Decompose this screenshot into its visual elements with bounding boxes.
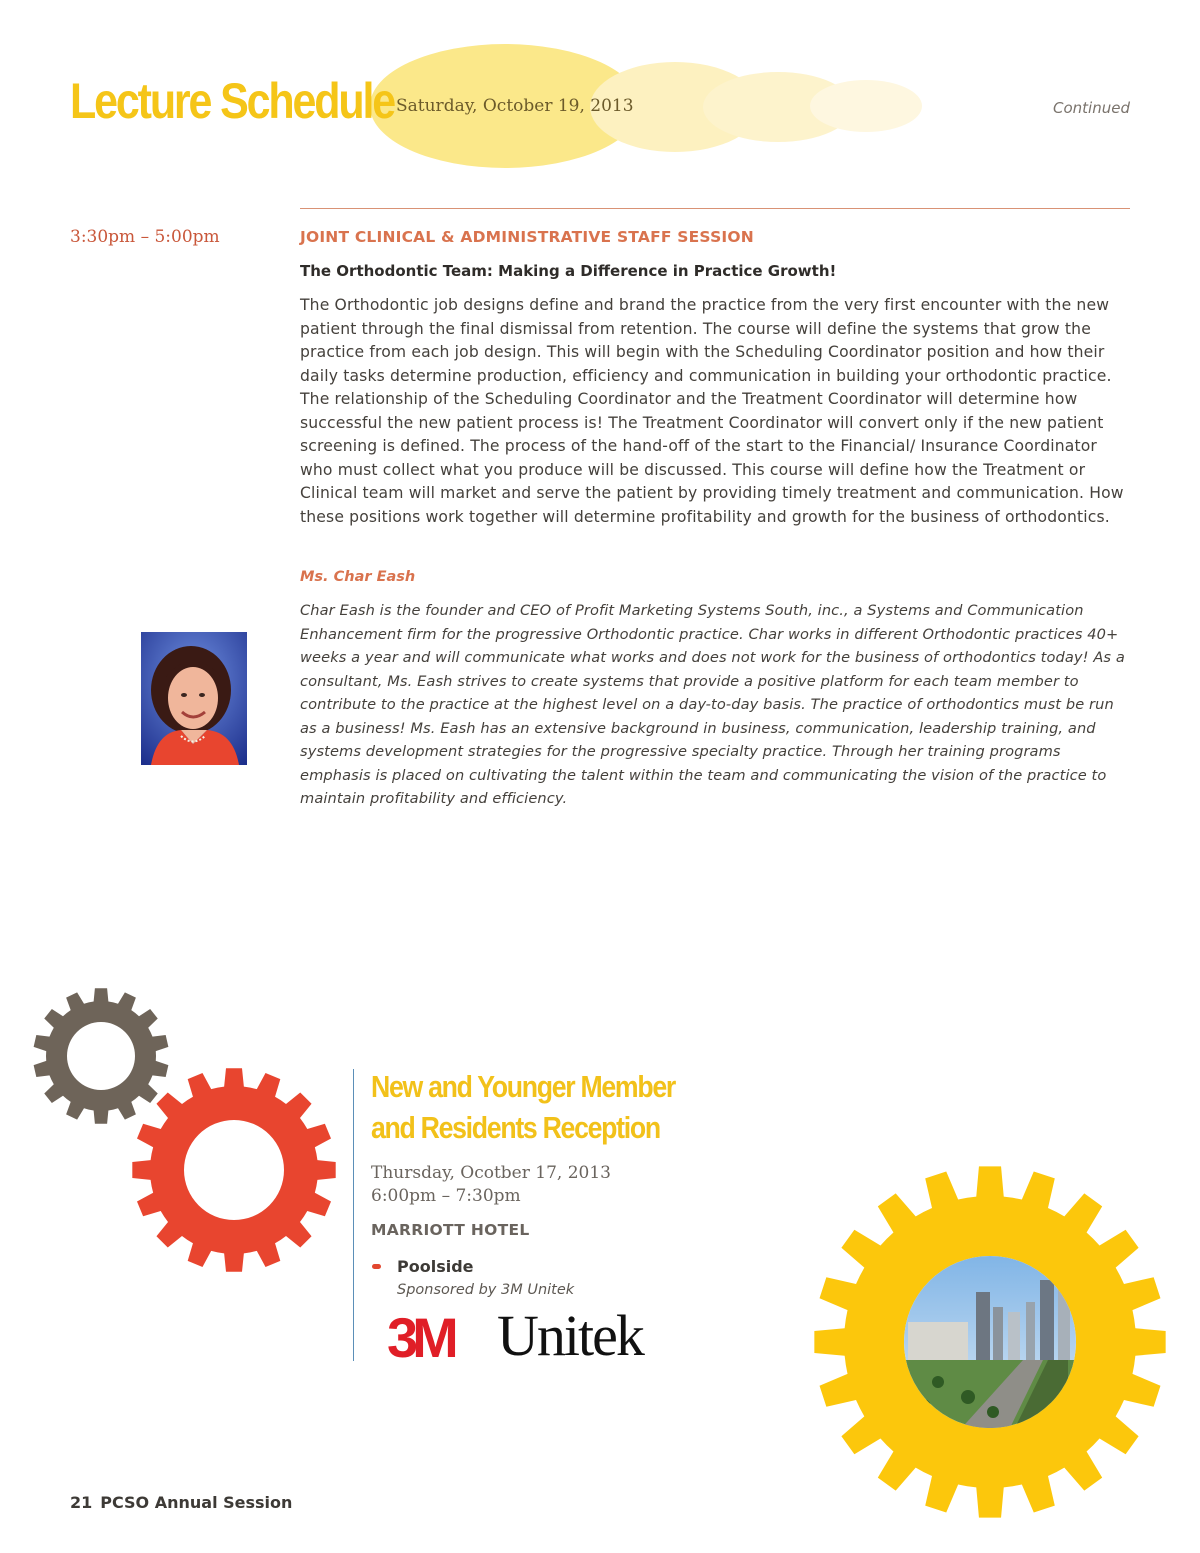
schedule-date: Saturday, October 19, 2013 [396, 96, 634, 116]
sponsor-logo-name: Unitek [497, 1303, 643, 1368]
session-description: The Orthodontic job designs define and brand the practice from the very first encounter with the new patient through the final dismissal from retention. The course will define the systems that grow the practice from each job design. This will begin with the Scheduling Coordinator position and how their daily tasks determine production, efficiency and communication in building your orthodontic practice. The relationship of the Scheduling Coordinator and the Treatment Coordinator will determine how successful the new patient process is! The Treatment Coordinator will convert only if the new patient screening is defined. The process of the hand-off of the start to the Financial/ Insurance Coordinator who must collect what you produce will be discussed. This course will define how the Treatment or Clinical team will market and serve the patient by providing timely treatment and communication. How these positions work together will determine profitability and growth for the business of orthodontics. [300, 296, 1124, 526]
speaker-photo [141, 632, 247, 765]
speaker-bio: Char Eash is the founder and CEO of Profit Marketing Systems South, inc., a Systems and Communication Enhancement firm for the progressive Orthodontic practice. Char works in different Orthodontic practices 40+ weeks a year and will communicate what works and does not work for the business of orthodontics today! As a consultant, Ms. Eash strives to create systems that provide a positive platform for each team member to contribute to the practice at the highest level on a day-to-day basis. The practice of orthodontics must be run as a business! Ms. Eash has an extensive background in business, communication, leadership training, and systems development strategies for the progressive specialty practice. Through her training programs emphasis is placed on cultivating the talent within the team and communicating the vision of the practice to maintain profitability and efficiency. [300, 602, 1125, 807]
sponsor-logo-brand: 3M [387, 1306, 453, 1369]
reception-title-line2: and Residents Reception [371, 1110, 660, 1145]
session-block [300, 228, 1132, 811]
gear-path [132, 1068, 335, 1271]
red-gear-icon [128, 1064, 340, 1276]
yellow-gear-icon [808, 1162, 1168, 1522]
reception-sponsor: Sponsored by 3M Unitek [397, 1282, 575, 1298]
reception-location: Poolside [397, 1257, 474, 1276]
session-subtitle: The Orthodontic Team: Making a Difference in Practice Growth! [300, 262, 837, 280]
reception-title [371, 1066, 732, 1148]
reception-date: Thursday, Ocotber 17, 2013 [371, 1163, 611, 1183]
bullet-icon [372, 1264, 381, 1269]
publication-name: PCSO Annual Session [100, 1493, 293, 1512]
reception-datetime [371, 1162, 611, 1208]
reception-venue: MARRIOTT HOTEL [371, 1221, 530, 1239]
reception-divider [353, 1069, 354, 1361]
reception-time: 6:00pm – 7:30pm [371, 1186, 521, 1206]
reception-title-line1: New and Younger Member [371, 1069, 675, 1104]
continued-label: Continued [1053, 99, 1130, 117]
session-time: 3:30pm – 5:00pm [70, 227, 220, 247]
speaker-name: Ms. Char Eash [300, 569, 416, 585]
session-heading: JOINT CLINICAL & ADMINISTRATIVE STAFF SESSION [300, 228, 754, 246]
page-footer [70, 1493, 292, 1512]
gear-shape-red [132, 1068, 335, 1271]
page-title: Lecture Schedule [70, 73, 395, 129]
divider [300, 208, 1130, 209]
page-number: 21 [70, 1493, 93, 1512]
header-bubble [810, 80, 922, 132]
